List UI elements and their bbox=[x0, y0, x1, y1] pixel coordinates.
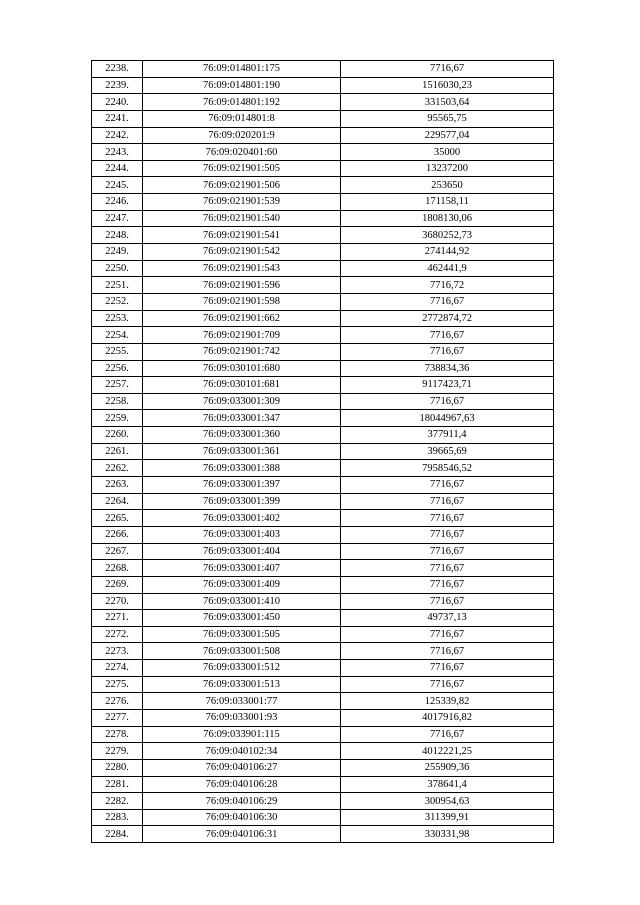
row-number-cell: 2238. bbox=[92, 61, 143, 78]
cadastral-number-cell: 76:09:040106:29 bbox=[143, 793, 341, 810]
cadastral-number-cell: 76:09:033001:361 bbox=[143, 443, 341, 460]
cadastral-number-cell: 76:09:040106:30 bbox=[143, 809, 341, 826]
table-row bbox=[92, 293, 554, 310]
cadastral-value-cell: 300954,63 bbox=[341, 793, 554, 810]
row-number-cell: 2266. bbox=[92, 526, 143, 543]
cadastral-number-cell: 76:09:033001:402 bbox=[143, 510, 341, 527]
row-number-cell: 2248. bbox=[92, 227, 143, 244]
table-row bbox=[92, 244, 554, 261]
row-number-cell: 2258. bbox=[92, 393, 143, 410]
row-number-cell: 2251. bbox=[92, 277, 143, 294]
table-row bbox=[92, 793, 554, 810]
cadastral-value-cell: 35000 bbox=[341, 144, 554, 161]
cadastral-number-cell: 76:09:020201:9 bbox=[143, 127, 341, 144]
table-row bbox=[92, 61, 554, 78]
table-row bbox=[92, 194, 554, 211]
row-number-cell: 2262. bbox=[92, 460, 143, 477]
cadastral-value-cell: 1516030,23 bbox=[341, 77, 554, 94]
cadastral-value-cell: 274144,92 bbox=[341, 244, 554, 261]
row-number-cell: 2273. bbox=[92, 643, 143, 660]
cadastral-number-cell: 76:09:033001:513 bbox=[143, 676, 341, 693]
cadastral-value-cell: 7716,67 bbox=[341, 726, 554, 743]
row-number-cell: 2284. bbox=[92, 826, 143, 843]
cadastral-value-cell: 255909,36 bbox=[341, 759, 554, 776]
cadastral-value-cell: 7716,67 bbox=[341, 593, 554, 610]
row-number-cell: 2271. bbox=[92, 610, 143, 627]
cadastral-value-cell: 125339,82 bbox=[341, 693, 554, 710]
table-row bbox=[92, 310, 554, 327]
cadastral-number-cell: 76:09:033001:77 bbox=[143, 693, 341, 710]
cadastral-value-cell: 331503,64 bbox=[341, 94, 554, 111]
table-row bbox=[92, 410, 554, 427]
cadastral-value-cell: 4017916,82 bbox=[341, 709, 554, 726]
table-row bbox=[92, 643, 554, 660]
row-number-cell: 2243. bbox=[92, 144, 143, 161]
cadastral-number-cell: 76:09:033001:388 bbox=[143, 460, 341, 477]
cadastral-value-cell: 7716,67 bbox=[341, 61, 554, 78]
cadastral-number-cell: 76:09:030101:681 bbox=[143, 377, 341, 394]
table-row bbox=[92, 526, 554, 543]
row-number-cell: 2240. bbox=[92, 94, 143, 111]
cadastral-value-cell: 3680252,73 bbox=[341, 227, 554, 244]
cadastral-number-cell: 76:09:033001:505 bbox=[143, 626, 341, 643]
cadastral-number-cell: 76:09:033001:450 bbox=[143, 610, 341, 627]
cadastral-number-cell: 76:09:021901:506 bbox=[143, 177, 341, 194]
table-row bbox=[92, 660, 554, 677]
row-number-cell: 2268. bbox=[92, 560, 143, 577]
row-number-cell: 2255. bbox=[92, 343, 143, 360]
cadastral-value-cell: 13237200 bbox=[341, 160, 554, 177]
cadastral-number-cell: 76:09:014801:190 bbox=[143, 77, 341, 94]
row-number-cell: 2257. bbox=[92, 377, 143, 394]
cadastral-number-cell: 76:09:033001:399 bbox=[143, 493, 341, 510]
cadastral-number-cell: 76:09:033001:508 bbox=[143, 643, 341, 660]
table-row bbox=[92, 377, 554, 394]
cadastral-number-cell: 76:09:030101:680 bbox=[143, 360, 341, 377]
cadastral-value-cell: 2772874,72 bbox=[341, 310, 554, 327]
table-row bbox=[92, 610, 554, 627]
row-number-cell: 2253. bbox=[92, 310, 143, 327]
row-number-cell: 2269. bbox=[92, 576, 143, 593]
table-row bbox=[92, 210, 554, 227]
cadastral-number-cell: 76:09:014801:8 bbox=[143, 110, 341, 127]
row-number-cell: 2282. bbox=[92, 793, 143, 810]
cadastral-value-cell: 7716,67 bbox=[341, 660, 554, 677]
cadastral-value-cell: 7716,72 bbox=[341, 277, 554, 294]
row-number-cell: 2280. bbox=[92, 759, 143, 776]
cadastral-number-cell: 76:09:021901:543 bbox=[143, 260, 341, 277]
cadastral-value-cell: 311399,91 bbox=[341, 809, 554, 826]
table-row bbox=[92, 393, 554, 410]
cadastral-value-cell: 7716,67 bbox=[341, 477, 554, 494]
cadastral-number-cell: 76:09:033001:407 bbox=[143, 560, 341, 577]
cadastral-value-cell: 7716,67 bbox=[341, 510, 554, 527]
cadastral-number-cell: 76:09:033001:360 bbox=[143, 427, 341, 444]
table-row bbox=[92, 360, 554, 377]
cadastral-number-cell: 76:09:033901:115 bbox=[143, 726, 341, 743]
row-number-cell: 2267. bbox=[92, 543, 143, 560]
cadastral-value-cell: 7716,67 bbox=[341, 327, 554, 344]
cadastral-value-cell: 377911,4 bbox=[341, 427, 554, 444]
cadastral-number-cell: 76:09:021901:598 bbox=[143, 293, 341, 310]
table-row bbox=[92, 260, 554, 277]
table-row bbox=[92, 709, 554, 726]
table-row bbox=[92, 327, 554, 344]
cadastral-number-cell: 76:09:021901:541 bbox=[143, 227, 341, 244]
cadastral-value-cell: 39665,69 bbox=[341, 443, 554, 460]
row-number-cell: 2275. bbox=[92, 676, 143, 693]
row-number-cell: 2260. bbox=[92, 427, 143, 444]
table-row bbox=[92, 560, 554, 577]
table-row bbox=[92, 160, 554, 177]
cadastral-value-cell: 378641,4 bbox=[341, 776, 554, 793]
cadastral-value-cell: 253650 bbox=[341, 177, 554, 194]
row-number-cell: 2244. bbox=[92, 160, 143, 177]
cadastral-value-cell: 7716,67 bbox=[341, 676, 554, 693]
table-row bbox=[92, 543, 554, 560]
row-number-cell: 2252. bbox=[92, 293, 143, 310]
cadastral-number-cell: 76:09:021901:709 bbox=[143, 327, 341, 344]
cadastral-number-cell: 76:09:021901:596 bbox=[143, 277, 341, 294]
cadastral-value-cell: 7716,67 bbox=[341, 543, 554, 560]
table-row bbox=[92, 726, 554, 743]
cadastral-number-cell: 76:09:033001:347 bbox=[143, 410, 341, 427]
cadastral-number-cell: 76:09:014801:175 bbox=[143, 61, 341, 78]
table-row bbox=[92, 443, 554, 460]
cadastral-value-cell: 4012221,25 bbox=[341, 743, 554, 760]
cadastral-number-cell: 76:09:033001:409 bbox=[143, 576, 341, 593]
cadastral-number-cell: 76:09:033001:397 bbox=[143, 477, 341, 494]
row-number-cell: 2270. bbox=[92, 593, 143, 610]
row-number-cell: 2274. bbox=[92, 660, 143, 677]
cadastral-number-cell: 76:09:021901:542 bbox=[143, 244, 341, 261]
cadastral-number-cell: 76:09:021901:742 bbox=[143, 343, 341, 360]
table-body bbox=[92, 61, 554, 843]
cadastral-value-cell: 49737,13 bbox=[341, 610, 554, 627]
row-number-cell: 2249. bbox=[92, 244, 143, 261]
row-number-cell: 2241. bbox=[92, 110, 143, 127]
table-row bbox=[92, 343, 554, 360]
table-row bbox=[92, 277, 554, 294]
table-row bbox=[92, 676, 554, 693]
row-number-cell: 2276. bbox=[92, 693, 143, 710]
table-row bbox=[92, 477, 554, 494]
table-row bbox=[92, 177, 554, 194]
cadastral-value-cell: 7716,67 bbox=[341, 576, 554, 593]
cadastral-number-cell: 76:09:040106:31 bbox=[143, 826, 341, 843]
row-number-cell: 2278. bbox=[92, 726, 143, 743]
cadastral-number-cell: 76:09:014801:192 bbox=[143, 94, 341, 111]
cadastral-number-cell: 76:09:021901:505 bbox=[143, 160, 341, 177]
cadastral-value-cell: 18044967,63 bbox=[341, 410, 554, 427]
table-row bbox=[92, 77, 554, 94]
cadastral-value-cell: 7716,67 bbox=[341, 293, 554, 310]
table-row bbox=[92, 94, 554, 111]
table-row bbox=[92, 493, 554, 510]
cadastral-number-cell: 76:09:040106:28 bbox=[143, 776, 341, 793]
table-row bbox=[92, 460, 554, 477]
cadastral-value-cell: 462441,9 bbox=[341, 260, 554, 277]
cadastral-value-cell: 7958546,52 bbox=[341, 460, 554, 477]
cadastral-value-cell: 7716,67 bbox=[341, 393, 554, 410]
cadastral-number-cell: 76:09:033001:93 bbox=[143, 709, 341, 726]
cadastral-value-cell: 7716,67 bbox=[341, 626, 554, 643]
row-number-cell: 2264. bbox=[92, 493, 143, 510]
table-row bbox=[92, 227, 554, 244]
cadastral-number-cell: 76:09:020401:60 bbox=[143, 144, 341, 161]
cadastral-value-cell: 7716,67 bbox=[341, 526, 554, 543]
cadastral-value-cell: 95565,75 bbox=[341, 110, 554, 127]
row-number-cell: 2283. bbox=[92, 809, 143, 826]
cadastral-number-cell: 76:09:040102:34 bbox=[143, 743, 341, 760]
cadastral-value-cell: 330331,98 bbox=[341, 826, 554, 843]
cadastral-value-cell: 1808130,06 bbox=[341, 210, 554, 227]
row-number-cell: 2246. bbox=[92, 194, 143, 211]
table-row bbox=[92, 127, 554, 144]
cadastral-value-cell: 7716,67 bbox=[341, 343, 554, 360]
row-number-cell: 2250. bbox=[92, 260, 143, 277]
row-number-cell: 2272. bbox=[92, 626, 143, 643]
table-row bbox=[92, 593, 554, 610]
row-number-cell: 2259. bbox=[92, 410, 143, 427]
cadastral-value-cell: 171158,11 bbox=[341, 194, 554, 211]
cadastral-number-cell: 76:09:033001:410 bbox=[143, 593, 341, 610]
cadastral-value-cell: 738834,36 bbox=[341, 360, 554, 377]
row-number-cell: 2261. bbox=[92, 443, 143, 460]
table-row bbox=[92, 759, 554, 776]
table-row bbox=[92, 776, 554, 793]
cadastral-value-cell: 229577,04 bbox=[341, 127, 554, 144]
table-row bbox=[92, 144, 554, 161]
row-number-cell: 2279. bbox=[92, 743, 143, 760]
cadastral-number-cell: 76:09:033001:309 bbox=[143, 393, 341, 410]
cadastral-value-cell: 7716,67 bbox=[341, 493, 554, 510]
row-number-cell: 2281. bbox=[92, 776, 143, 793]
table-row bbox=[92, 809, 554, 826]
cadastral-number-cell: 76:09:040106:27 bbox=[143, 759, 341, 776]
cadastral-value-cell: 9117423,71 bbox=[341, 377, 554, 394]
cadastral-value-table bbox=[91, 60, 554, 843]
table-row bbox=[92, 110, 554, 127]
table-row bbox=[92, 626, 554, 643]
cadastral-number-cell: 76:09:033001:403 bbox=[143, 526, 341, 543]
table-row bbox=[92, 826, 554, 843]
row-number-cell: 2245. bbox=[92, 177, 143, 194]
row-number-cell: 2263. bbox=[92, 477, 143, 494]
row-number-cell: 2239. bbox=[92, 77, 143, 94]
table-row bbox=[92, 693, 554, 710]
table-row bbox=[92, 743, 554, 760]
table-row bbox=[92, 510, 554, 527]
cadastral-number-cell: 76:09:033001:404 bbox=[143, 543, 341, 560]
table-row bbox=[92, 427, 554, 444]
row-number-cell: 2247. bbox=[92, 210, 143, 227]
row-number-cell: 2277. bbox=[92, 709, 143, 726]
cadastral-number-cell: 76:09:033001:512 bbox=[143, 660, 341, 677]
row-number-cell: 2254. bbox=[92, 327, 143, 344]
cadastral-value-cell: 7716,67 bbox=[341, 560, 554, 577]
row-number-cell: 2265. bbox=[92, 510, 143, 527]
cadastral-number-cell: 76:09:021901:539 bbox=[143, 194, 341, 211]
cadastral-number-cell: 76:09:021901:662 bbox=[143, 310, 341, 327]
cadastral-number-cell: 76:09:021901:540 bbox=[143, 210, 341, 227]
cadastral-value-cell: 7716,67 bbox=[341, 643, 554, 660]
row-number-cell: 2242. bbox=[92, 127, 143, 144]
table-row bbox=[92, 576, 554, 593]
row-number-cell: 2256. bbox=[92, 360, 143, 377]
